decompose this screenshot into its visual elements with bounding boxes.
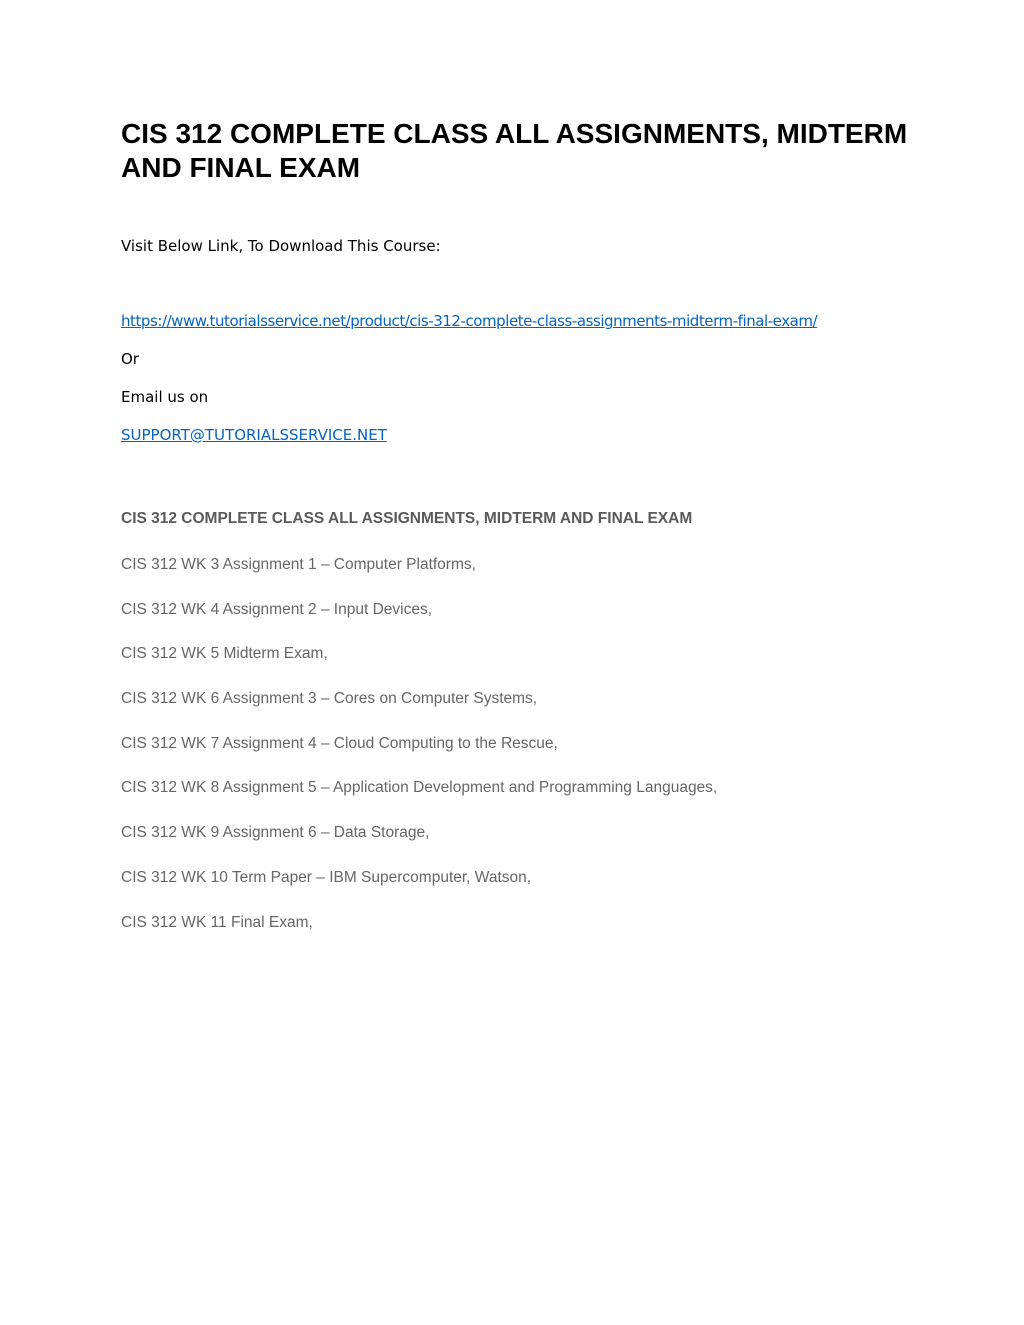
list-item: CIS 312 WK 10 Term Paper – IBM Supercomputer, Watson, xyxy=(121,868,532,886)
product-download-link[interactable]: https://www.tutorialsservice.net/product/cis-312-complete-class-assignments-midterm-final-exam/ xyxy=(121,312,818,330)
list-item: CIS 312 WK 11 Final Exam, xyxy=(121,913,313,931)
list-item: CIS 312 WK 9 Assignment 6 – Data Storage, xyxy=(121,824,430,842)
list-item: CIS 312 WK 8 Assignment 5 – Application Development and Programming Languages, xyxy=(121,779,718,797)
list-item: CIS 312 WK 6 Assignment 3 – Cores on Computer Systems, xyxy=(121,690,538,708)
document-title: CIS 312 COMPLETE CLASS ALL ASSIGNMENTS, MIDTERM AND FINAL EXAM xyxy=(121,118,908,183)
list-item: CIS 312 WK 4 Assignment 2 – Input Devices, xyxy=(121,600,433,618)
assignment-list xyxy=(121,555,717,957)
list-item: CIS 312 WK 3 Assignment 1 – Computer Platforms, xyxy=(121,556,476,573)
course-section-heading: CIS 312 COMPLETE CLASS ALL ASSIGNMENTS, MIDTERM AND FINAL EXAM xyxy=(121,510,693,527)
list-item: CIS 312 WK 7 Assignment 4 – Cloud Computing to the Rescue, xyxy=(121,734,558,752)
download-intro-text: Visit Below Link, To Download This Course: xyxy=(121,237,441,255)
support-email-link[interactable]: SUPPORT@TUTORIALSSERVICE.NET xyxy=(121,426,387,444)
or-text: Or xyxy=(121,350,139,368)
email-prompt-text: Email us on xyxy=(121,388,209,406)
list-item: CIS 312 WK 5 Midterm Exam, xyxy=(121,645,328,663)
